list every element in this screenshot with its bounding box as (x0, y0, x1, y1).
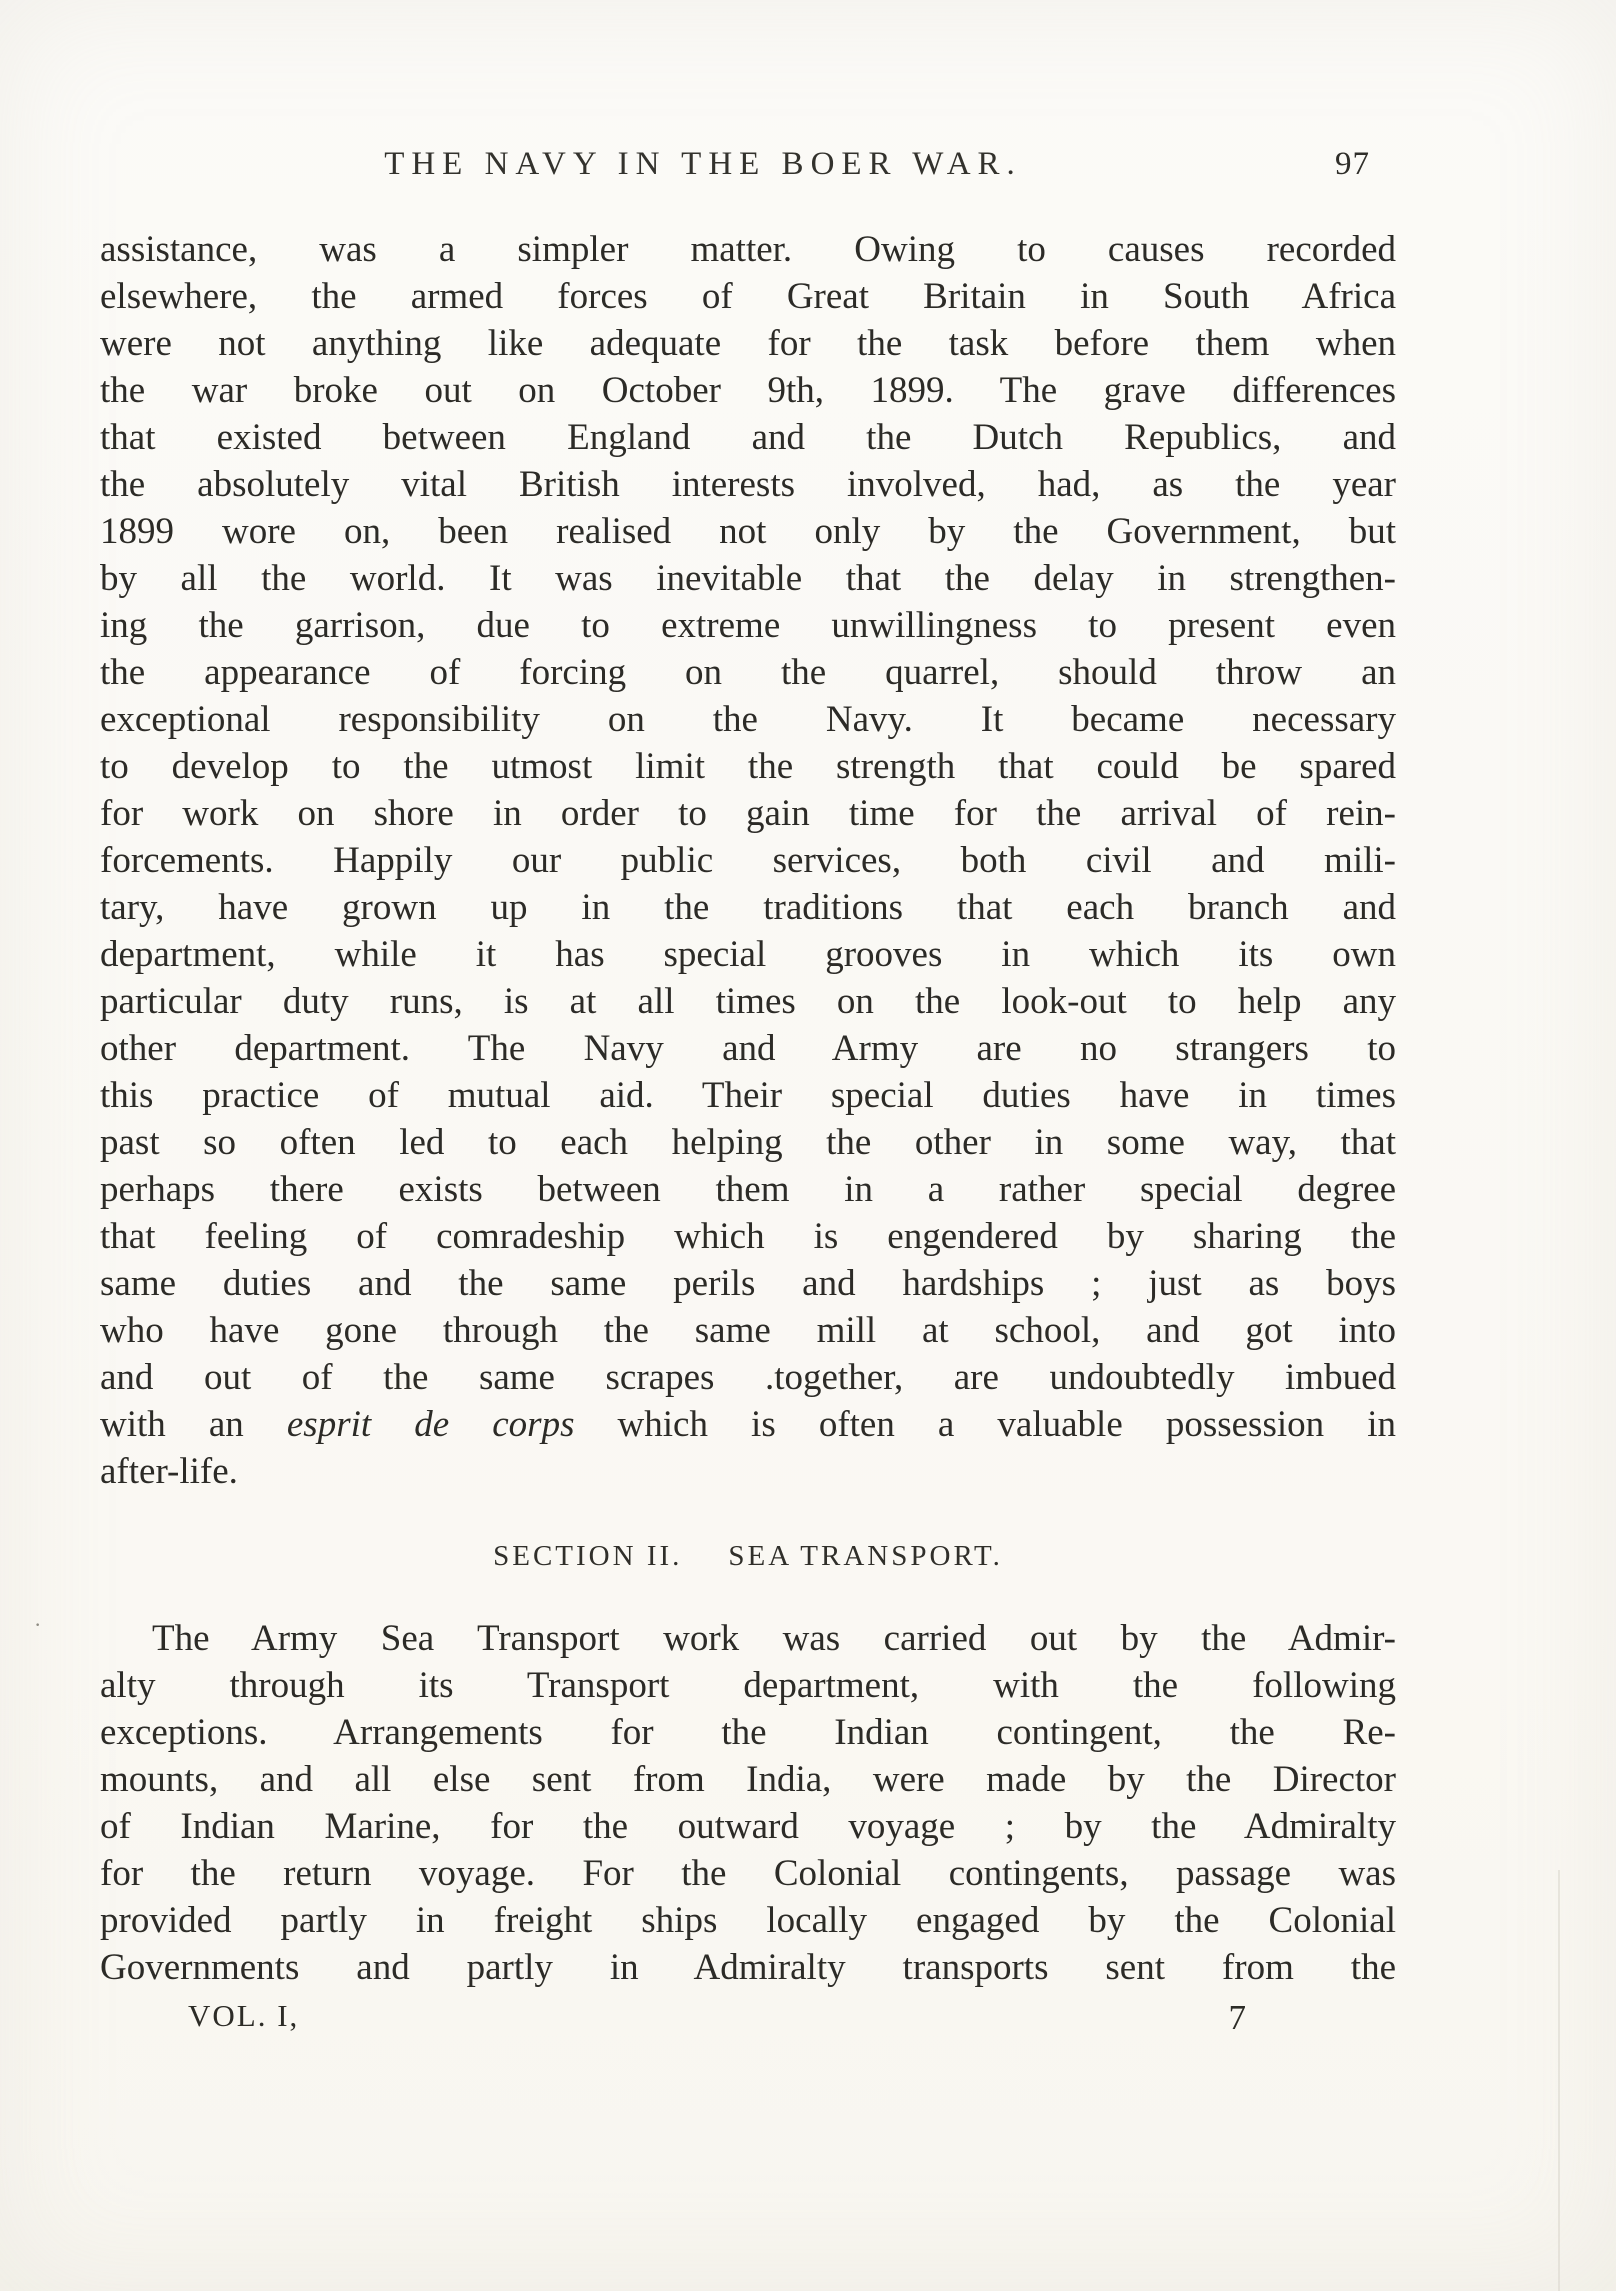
section-title: SEA TRANSPORT. (728, 1540, 1003, 1572)
text-line: past so often led to each helping the other in some way, that (100, 1122, 1396, 1163)
page-body (100, 226, 1396, 1991)
paragraph-2 (100, 1615, 1396, 1991)
text-line: department, while it has special grooves in which its own (100, 934, 1396, 975)
signature-number: 7 (1228, 1998, 1246, 2037)
text-line: the appearance of forcing on the quarrel, should throw an (100, 652, 1396, 693)
text-line: exceptional responsibility on the Navy. It became necessary (100, 699, 1396, 740)
text-line: of Indian Marine, for the outward voyage ; by the Admiralty (100, 1806, 1396, 1847)
volume-label: VOL. I, (188, 1998, 300, 2033)
running-title: THE NAVY IN THE BOER WAR. (384, 146, 1022, 182)
page-header (100, 146, 1396, 183)
text-line: with an esprit de corps which is often a valuable possession in (100, 1404, 1396, 1445)
text-line: other department. The Navy and Army are no strangers to (100, 1028, 1396, 1069)
scan-artifact-dot: · (34, 1612, 42, 1637)
text-line: to develop to the utmost limit the strength that could be spared (100, 746, 1396, 787)
text-line: that existed between England and the Dutch Republics, and (100, 417, 1396, 458)
text-line: exceptions. Arrangements for the Indian contingent, the Re- (100, 1712, 1396, 1753)
text-line: that feeling of comradeship which is engendered by sharing the (100, 1216, 1396, 1257)
text-line: elsewhere, the armed forces of Great Britain in South Africa (100, 276, 1396, 317)
text-line: the war broke out on October 9th, 1899. The grave differences (100, 370, 1396, 411)
page-number: 97 (1335, 146, 1370, 182)
text-line: the absolutely vital British interests involved, had, as the year (100, 464, 1396, 505)
text-line: by all the world. It was inevitable that the delay in strengthen- (100, 558, 1396, 599)
text-line: ing the garrison, due to extreme unwillingness to present even (100, 605, 1396, 646)
text-line: The Army Sea Transport work was carried out by the Admir- (152, 1618, 1396, 1659)
text-line: provided partly in freight ships locally engaged by the Colonial (100, 1900, 1396, 1941)
text-line: for the return voyage. For the Colonial contingents, passage was (100, 1853, 1396, 1894)
text-line: after-life. (100, 1451, 238, 1492)
text-line: same duties and the same perils and hardships ; just as boys (100, 1263, 1396, 1304)
scan-edge-line (1558, 1870, 1560, 2291)
text-line: forcements. Happily our public services, both civil and mili- (100, 840, 1396, 881)
text-line: mounts, and all else sent from India, were made by the Director (100, 1759, 1396, 1800)
text-line: were not anything like adequate for the task before them when (100, 323, 1396, 364)
text-line: for work on shore in order to gain time for the arrival of rein- (100, 793, 1396, 834)
text-line: assistance, was a simpler matter. Owing to causes recorded (100, 229, 1396, 270)
text-line: alty through its Transport department, with the following (100, 1665, 1396, 1706)
text-line: and out of the same scrapes .together, are undoubtedly imbued (100, 1357, 1396, 1398)
text-line: 1899 wore on, been realised not only by the Government, but (100, 511, 1396, 552)
section-label: SECTION II. (493, 1540, 683, 1572)
text-line: tary, have grown up in the traditions that each branch and (100, 887, 1396, 928)
text-line: who have gone through the same mill at school, and got into (100, 1310, 1396, 1351)
text-line: perhaps there exists between them in a rather special degree (100, 1169, 1396, 1210)
text-line: Governments and partly in Admiralty transports sent from the (100, 1947, 1396, 1988)
paragraph-1 (100, 226, 1396, 1495)
text-line: this practice of mutual aid. Their special duties have in times (100, 1075, 1396, 1116)
section-heading (100, 1537, 1396, 1575)
page-footer (100, 1998, 1396, 2048)
text-line: particular duty runs, is at all times on the look-out to help any (100, 981, 1396, 1022)
